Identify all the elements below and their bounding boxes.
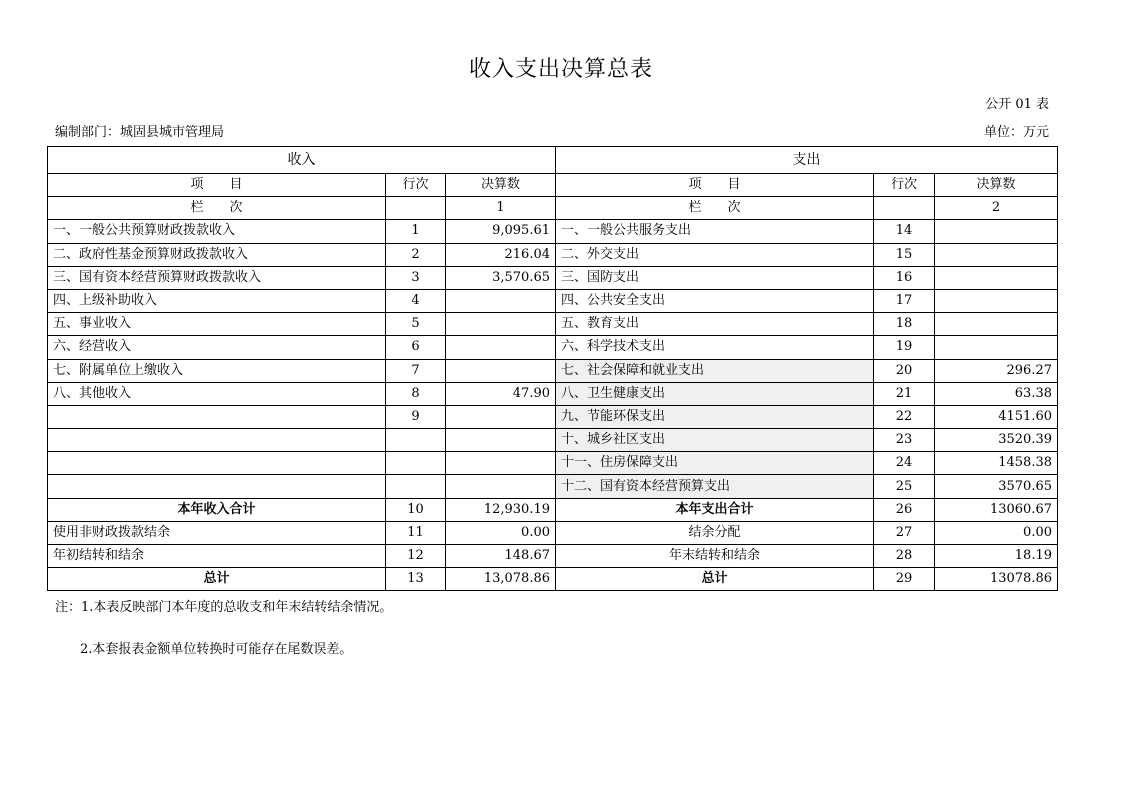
- expense-amount: 4151.60: [935, 405, 1058, 428]
- expense-item: 十二、国有资本经营预算支出: [556, 475, 874, 498]
- table-row: [48, 405, 1058, 428]
- income-column-number: 1: [446, 197, 556, 220]
- expense-item: 十一、住房保障支出: [556, 452, 874, 475]
- expense-total-amount: 13078.86: [935, 568, 1058, 591]
- expense-lanci-label: 栏 次: [556, 197, 874, 220]
- row-number: 12: [386, 545, 446, 568]
- income-amount: [446, 452, 556, 475]
- expense-amount: [935, 266, 1058, 289]
- department-label: 编制部门：城固县城市管理局: [55, 125, 225, 140]
- income-amount: [446, 359, 556, 382]
- expense-column-number: 2: [935, 197, 1058, 220]
- table-row: [48, 243, 1058, 266]
- table-row: [48, 452, 1058, 475]
- table-row: [48, 266, 1058, 289]
- income-subtotal-amount: 12,930.19: [446, 498, 556, 521]
- income-row-number: [386, 429, 446, 452]
- expense-row-number: 19: [874, 336, 935, 359]
- table-row: [48, 359, 1058, 382]
- income-amount: [446, 405, 556, 428]
- income-row-number: [386, 475, 446, 498]
- expense-row-number: 21: [874, 382, 935, 405]
- carry-row: [48, 545, 1058, 568]
- subtotal-row: [48, 498, 1058, 521]
- expense-amount-header: 决算数: [935, 174, 1058, 197]
- income-amount: [446, 289, 556, 312]
- expense-row-number: 22: [874, 405, 935, 428]
- expense-total-label: 总计: [556, 568, 874, 591]
- income-amount: [446, 313, 556, 336]
- expense-item-header: 项 目: [556, 174, 874, 197]
- income-row-number: 5: [386, 313, 446, 336]
- empty-cell: [386, 197, 446, 220]
- income-item: [48, 405, 386, 428]
- expense-subtotal-label: 本年支出合计: [556, 498, 874, 521]
- income-item: [48, 429, 386, 452]
- row-number: 28: [874, 545, 935, 568]
- table-row: [48, 313, 1058, 336]
- income-row-number: [386, 452, 446, 475]
- expense-item: 七、社会保障和就业支出: [556, 359, 874, 382]
- expense-carry-amount: 0.00: [935, 521, 1058, 544]
- expense-row-number: 15: [874, 243, 935, 266]
- income-total-label: 总计: [48, 568, 386, 591]
- expense-row-number: 23: [874, 429, 935, 452]
- note-1: 注：1.本表反映部门本年度的总收支和年末结转结余情况。: [55, 600, 393, 615]
- income-item: 三、国有资本经营预算财政拨款收入: [48, 266, 386, 289]
- income-amount-header: 决算数: [446, 174, 556, 197]
- income-carry-label: 使用非财政拨款结余: [48, 521, 386, 544]
- income-amount: 216.04: [446, 243, 556, 266]
- income-item: 二、政府性基金预算财政拨款收入: [48, 243, 386, 266]
- income-amount: 47.90: [446, 382, 556, 405]
- expense-amount: 1458.38: [935, 452, 1058, 475]
- expense-row-number: 20: [874, 359, 935, 382]
- empty-cell: [874, 197, 935, 220]
- income-subtotal-label: 本年收入合计: [48, 498, 386, 521]
- total-row: [48, 568, 1058, 591]
- income-row-number: 9: [386, 405, 446, 428]
- row-number: 13: [386, 568, 446, 591]
- income-carry-label: 年初结转和结余: [48, 545, 386, 568]
- expense-item: 九、节能环保支出: [556, 405, 874, 428]
- expense-amount: [935, 313, 1058, 336]
- expense-item: 六、科学技术支出: [556, 336, 874, 359]
- expense-item: 五、教育支出: [556, 313, 874, 336]
- income-item: 四、上级补助收入: [48, 289, 386, 312]
- row-number: 10: [386, 498, 446, 521]
- expense-item: 八、卫生健康支出: [556, 382, 874, 405]
- income-amount: 9,095.61: [446, 220, 556, 243]
- income-item: [48, 452, 386, 475]
- income-amount: [446, 336, 556, 359]
- table-row: [48, 220, 1058, 243]
- note-2: 2.本套报表金额单位转换时可能存在尾数误差。: [80, 642, 353, 657]
- column-number-row: [48, 197, 1058, 220]
- expense-row-header: 行次: [874, 174, 935, 197]
- table-row: [48, 289, 1058, 312]
- income-row-number: 2: [386, 243, 446, 266]
- expense-carry-amount: 18.19: [935, 545, 1058, 568]
- expense-amount: [935, 336, 1058, 359]
- row-number: 26: [874, 498, 935, 521]
- income-item: 五、事业收入: [48, 313, 386, 336]
- income-row-number: 3: [386, 266, 446, 289]
- expense-amount: 3520.39: [935, 429, 1058, 452]
- income-carry-amount: 148.67: [446, 545, 556, 568]
- unit-label: 单位：万元: [983, 125, 1049, 140]
- income-row-number: 1: [386, 220, 446, 243]
- income-row-number: 6: [386, 336, 446, 359]
- income-item: 七、附属单位上缴收入: [48, 359, 386, 382]
- section-header-row: [48, 147, 1058, 174]
- table-row: [48, 382, 1058, 405]
- income-item: 六、经营收入: [48, 336, 386, 359]
- expense-amount: [935, 243, 1058, 266]
- income-item: 一、一般公共预算财政拨款收入: [48, 220, 386, 243]
- income-row-number: 4: [386, 289, 446, 312]
- expense-subtotal-amount: 13060.67: [935, 498, 1058, 521]
- expense-row-number: 18: [874, 313, 935, 336]
- income-item: 八、其他收入: [48, 382, 386, 405]
- table-row: [48, 475, 1058, 498]
- income-expense-table: [47, 146, 1058, 591]
- expense-row-number: 25: [874, 475, 935, 498]
- row-number: 11: [386, 521, 446, 544]
- income-amount: [446, 475, 556, 498]
- expense-amount: 63.38: [935, 382, 1058, 405]
- expense-item: 三、国防支出: [556, 266, 874, 289]
- expense-row-number: 24: [874, 452, 935, 475]
- expense-amount: [935, 289, 1058, 312]
- income-carry-amount: 0.00: [446, 521, 556, 544]
- column-header-row: [48, 174, 1058, 197]
- row-number: 27: [874, 521, 935, 544]
- income-amount: [446, 429, 556, 452]
- income-item: [48, 475, 386, 498]
- carry-row: [48, 521, 1058, 544]
- expense-amount: 3570.65: [935, 475, 1058, 498]
- expense-row-number: 14: [874, 220, 935, 243]
- income-item-header: 项 目: [48, 174, 386, 197]
- expense-carry-label: 年末结转和结余: [556, 545, 874, 568]
- row-number: 29: [874, 568, 935, 591]
- table-row: [48, 429, 1058, 452]
- income-amount: 3,570.65: [446, 266, 556, 289]
- income-header: 收入: [48, 147, 556, 174]
- income-row-number: 7: [386, 359, 446, 382]
- expense-amount: 296.27: [935, 359, 1058, 382]
- expense-item: 十、城乡社区支出: [556, 429, 874, 452]
- income-total-amount: 13,078.86: [446, 568, 556, 591]
- form-number: 公开 01 表: [985, 97, 1049, 112]
- expense-carry-label: 结余分配: [556, 521, 874, 544]
- income-lanci-label: 栏 次: [48, 197, 386, 220]
- expense-header: 支出: [556, 147, 1058, 174]
- page-title: 收入支出决算总表: [468, 57, 653, 82]
- expense-row-number: 17: [874, 289, 935, 312]
- expense-row-number: 16: [874, 266, 935, 289]
- expense-amount: [935, 220, 1058, 243]
- table-row: [48, 336, 1058, 359]
- expense-item: 二、外交支出: [556, 243, 874, 266]
- income-row-header: 行次: [386, 174, 446, 197]
- expense-item: 四、公共安全支出: [556, 289, 874, 312]
- expense-item: 一、一般公共服务支出: [556, 220, 874, 243]
- income-row-number: 8: [386, 382, 446, 405]
